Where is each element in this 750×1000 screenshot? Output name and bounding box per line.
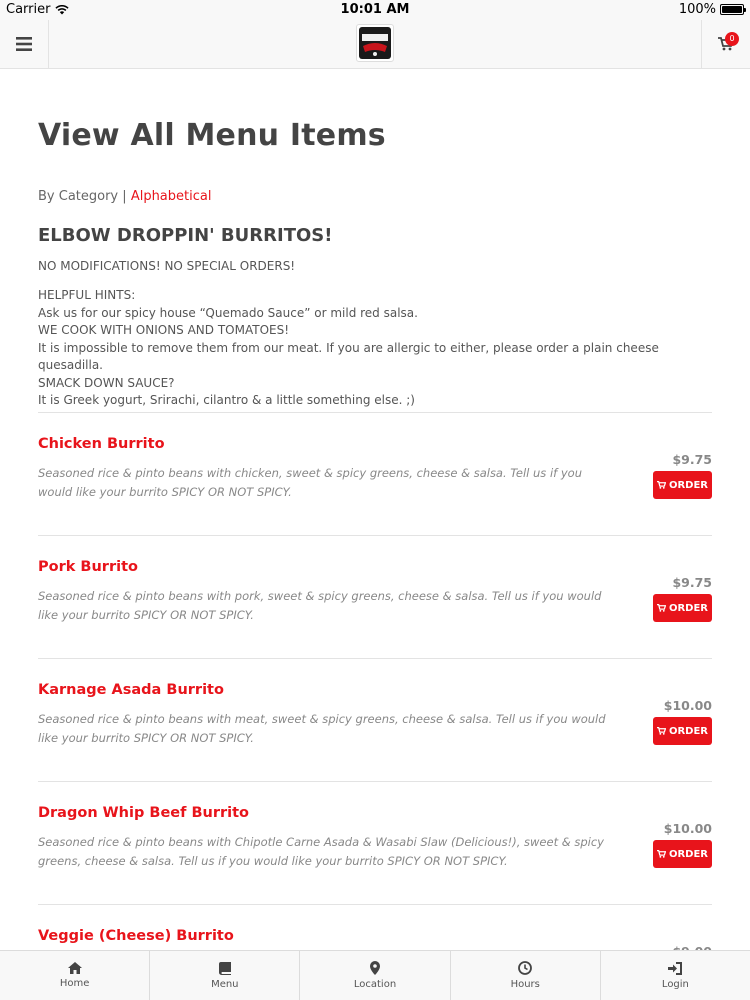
hamburger-icon bbox=[16, 37, 32, 51]
menu-item-name[interactable]: Chicken Burrito bbox=[38, 436, 165, 452]
order-button[interactable] bbox=[653, 717, 712, 745]
order-button-label: ORDER bbox=[668, 602, 709, 614]
menu-item-description: Seasoned rice & pinto beans with chicken, sweet & spicy greens, cheese & salsa. Tell us if you would like your burrito SPICY OR NOT SPICY. bbox=[38, 466, 582, 499]
tab-location[interactable] bbox=[300, 951, 450, 1000]
view-filter bbox=[38, 189, 712, 204]
home-icon bbox=[68, 962, 82, 974]
hint-line: SMACK DOWN SAUCE? bbox=[38, 375, 175, 390]
category-note: NO MODIFICATIONS! NO SPECIAL ORDERS! bbox=[38, 259, 296, 273]
menu-item-name[interactable]: Dragon Whip Beef Burrito bbox=[38, 805, 250, 821]
order-button[interactable] bbox=[653, 471, 712, 499]
page-content bbox=[38, 118, 712, 410]
menu-item-price: $9.75 bbox=[672, 452, 712, 467]
book-icon bbox=[219, 962, 231, 975]
filter-alphabetical-link[interactable]: Alphabetical bbox=[130, 189, 212, 204]
menu-item-name[interactable]: Karnage Asada Burrito bbox=[38, 682, 224, 698]
hint-line: It is impossible to remove them from our meat. If you are allergic to either, please order a plain cheese quesadilla. bbox=[38, 340, 659, 372]
hint-line: HELPFUL HINTS: bbox=[38, 288, 136, 302]
hint-line: It is Greek yogurt, Srirachi, cilantro & a little something else. ;) bbox=[38, 393, 415, 407]
menu-item-description: Seasoned rice & pinto beans with pork, sweet & spicy greens, cheese & salsa. Tell us if you would like your burrito SPICY OR NOT SPICY. bbox=[38, 589, 602, 622]
clock-icon bbox=[518, 961, 532, 975]
cart-icon bbox=[657, 481, 666, 489]
hamburger-menu-button[interactable] bbox=[0, 20, 49, 68]
cart-button[interactable] bbox=[701, 20, 750, 68]
bottom-tab-bar bbox=[0, 950, 750, 1000]
tab-label: Home bbox=[59, 978, 90, 989]
menu-item bbox=[38, 658, 712, 781]
category-hints bbox=[38, 287, 712, 410]
carrier-label: Carrier bbox=[6, 2, 51, 17]
order-button[interactable] bbox=[653, 594, 712, 622]
app-header bbox=[0, 20, 750, 69]
hint-line: Ask us for our spicy house “Quemado Sauce” or mild red salsa. bbox=[38, 305, 418, 320]
status-bar bbox=[0, 0, 750, 20]
restaurant-logo[interactable] bbox=[356, 24, 394, 62]
battery-info bbox=[679, 2, 744, 17]
battery-icon bbox=[720, 4, 744, 15]
tab-menu[interactable] bbox=[150, 951, 300, 1000]
cart-icon bbox=[657, 727, 666, 735]
order-button-label: ORDER bbox=[668, 725, 709, 737]
hint-line: WE COOK WITH ONIONS AND TOMATOES! bbox=[38, 323, 290, 337]
tab-label: Menu bbox=[211, 978, 239, 990]
category-title: ELBOW DROPPIN' BURRITOS! bbox=[38, 225, 333, 246]
tab-label: Hours bbox=[510, 979, 540, 990]
menu-item-description: Seasoned rice & pinto beans with meat, sweet & spicy greens, cheese & salsa. Tell us if you would like your burrito SPICY OR NOT SPICY. bbox=[38, 712, 606, 745]
tab-hours[interactable] bbox=[451, 951, 601, 1000]
order-button-label: ORDER bbox=[668, 479, 709, 491]
login-icon bbox=[668, 962, 682, 975]
map-pin-icon bbox=[370, 961, 380, 975]
menu-item-name[interactable]: Veggie (Cheese) Burrito bbox=[38, 928, 234, 944]
clock-time: 10:01 AM bbox=[340, 2, 410, 17]
menu-item-name[interactable]: Pork Burrito bbox=[38, 559, 138, 575]
order-button-label: ORDER bbox=[668, 848, 709, 860]
menu-item bbox=[38, 535, 712, 658]
filter-by-category-link[interactable]: By Category bbox=[38, 189, 119, 204]
tab-login[interactable] bbox=[601, 951, 750, 1000]
page-title: View All Menu Items bbox=[38, 118, 386, 153]
menu-item-list bbox=[38, 412, 712, 1000]
menu-item bbox=[38, 412, 712, 535]
battery-percent: 100% bbox=[678, 2, 716, 17]
menu-item-price: $10.00 bbox=[663, 698, 712, 713]
filter-separator: | bbox=[122, 189, 127, 204]
cart-icon bbox=[657, 850, 666, 858]
menu-item-price: $9.75 bbox=[672, 575, 712, 590]
tab-label: Login bbox=[661, 978, 689, 990]
cart-count-badge: 0 bbox=[725, 32, 739, 46]
restaurant-logo-icon bbox=[358, 26, 392, 60]
menu-item bbox=[38, 781, 712, 904]
menu-item-price: $10.00 bbox=[663, 821, 712, 836]
tab-label: Location bbox=[353, 979, 397, 990]
menu-item-description: Seasoned rice & pinto beans with Chipotle Carne Asada & Wasabi Slaw (Delicious!), sweet & spicy greens, cheese & salsa. Tell us if you would like your burrito SPICY OR NOT SPICY. bbox=[38, 835, 604, 868]
order-button[interactable] bbox=[653, 840, 712, 868]
cart-icon bbox=[657, 604, 666, 612]
tab-home[interactable] bbox=[0, 951, 150, 1000]
